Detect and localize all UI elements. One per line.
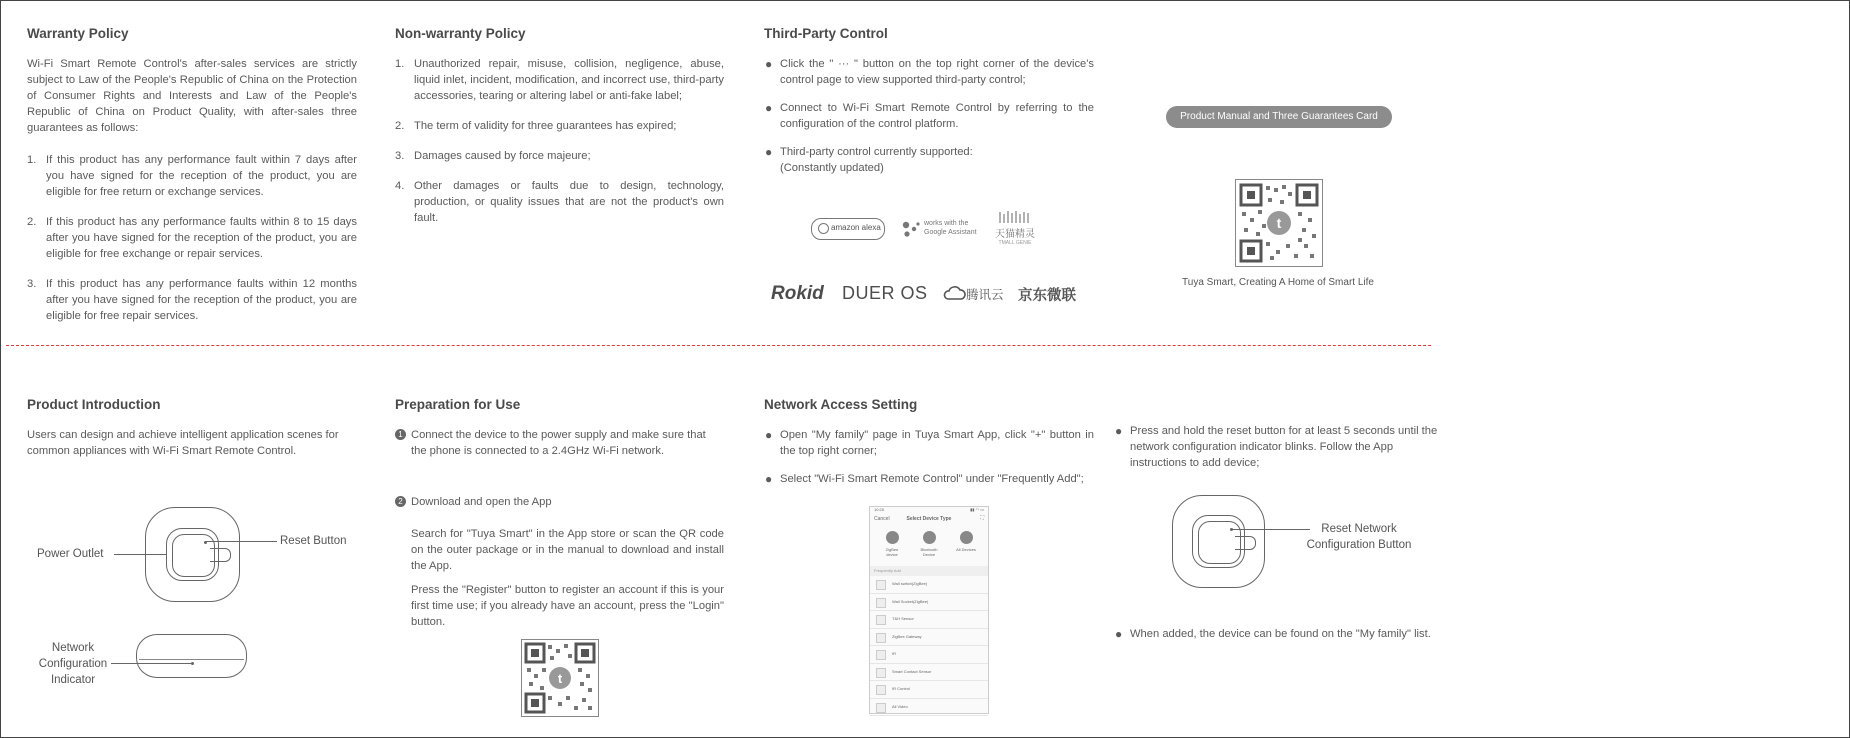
device-row[interactable] xyxy=(870,629,988,647)
item-text: If this product has any performance faults within 8 to 15 days after you have signed for the reception of the product, you are eligible for free exchange or repair services. xyxy=(46,216,357,260)
bluetooth-icon xyxy=(923,531,936,544)
phone-nav-bar xyxy=(870,514,988,524)
reset-button-label: Reset Button xyxy=(280,535,347,547)
device-row[interactable] xyxy=(870,681,988,699)
item-text: Open "My family" page in Tuya Smart App, click "+" button in the top right corner; xyxy=(780,429,1094,457)
alexa-text: amazon alexa xyxy=(831,223,881,232)
device-label: IR xyxy=(892,651,896,656)
network-section xyxy=(764,397,1094,499)
device-icon xyxy=(876,580,886,590)
leader-line-power xyxy=(114,554,166,555)
item-text: Connect to Wi-Fi Smart Remote Control by referring to the configuration of the control platform. xyxy=(780,102,1094,130)
device-label: All Video xyxy=(892,703,908,709)
cloud-icon xyxy=(942,285,966,301)
bullet-icon: ● xyxy=(765,472,773,486)
item-number: 3. xyxy=(395,150,405,162)
item-number: 2. xyxy=(395,120,405,132)
intro-title: Product Introduction xyxy=(27,397,161,412)
step-text: Connect the device to the power supply and make sure that the phone is connected to a 2.4GHz Wi-Fi network. xyxy=(411,429,706,457)
device-seam xyxy=(139,659,244,660)
bullet-icon: ● xyxy=(765,57,773,71)
item-text: Click the " ··· " button on the top right corner of the device's control page to view supported third-party control; xyxy=(780,58,1094,86)
step-number-icon: 2 xyxy=(395,496,406,507)
nonwarranty-section xyxy=(395,26,724,240)
qr-pattern-icon xyxy=(522,640,598,716)
tab-label: All Devices xyxy=(956,547,976,552)
warranty-list xyxy=(27,152,357,324)
item-text: Press and hold the reset button for at least 5 seconds until the network configuration indicator blinks. Follow the App instructions to add device; xyxy=(1130,425,1438,469)
device-icon xyxy=(876,668,886,678)
tmall-bars-icon xyxy=(997,210,1033,224)
bullet-icon: ● xyxy=(1115,424,1123,438)
item-text: Unauthorized repair, misuse, collision, negligence, abuse, liquid inlet, incident, modification, and incorrect use, third-party accessories, tearing or altering label or anti-fake label; xyxy=(414,58,724,102)
tmall-genie-logo xyxy=(994,210,1036,246)
reset-added-list xyxy=(1114,626,1445,642)
item-number: 1. xyxy=(27,154,37,166)
prep-step-1 xyxy=(395,427,724,459)
jd-logo: 京东微联 xyxy=(1018,288,1076,304)
network-title: Network Access Setting xyxy=(764,397,918,412)
list-item xyxy=(395,56,724,104)
all-devices-icon xyxy=(960,531,973,544)
thirdparty-list xyxy=(764,56,1094,176)
item-number: 2. xyxy=(27,216,37,228)
tencent-text: 腾讯云 xyxy=(966,288,1004,302)
phone-category-tabs xyxy=(870,524,988,566)
list-item xyxy=(764,56,1094,88)
indicator-label: Network Configuration Indicator xyxy=(38,642,108,686)
svg-text:t: t xyxy=(557,671,563,686)
prep-step-2 xyxy=(395,494,724,510)
device-label: Wall switch(ZigBee) xyxy=(892,581,928,586)
device-label: T&H Sensor xyxy=(892,616,914,621)
warranty-section xyxy=(27,26,357,338)
item-number: 4. xyxy=(395,180,405,192)
list-item xyxy=(764,427,1094,459)
list-item xyxy=(395,148,724,164)
manual-card-badge: Product Manual and Three Guarantees Card xyxy=(1166,106,1392,128)
google-text: Google Assistant xyxy=(924,229,977,236)
tab-all[interactable] xyxy=(954,531,978,552)
device-label: ZigBee Gateway xyxy=(892,633,922,639)
power-plug-icon xyxy=(210,548,231,562)
step-text: Download and open the App xyxy=(411,496,552,508)
phone-time: 10:25 xyxy=(874,507,885,512)
google-small-text: works with the xyxy=(924,220,969,227)
device-label: Smart Contact Sensor xyxy=(892,668,932,674)
item-text: When added, the device can be found on the "My family" list. xyxy=(1130,628,1431,640)
alexa-ring-icon xyxy=(818,223,829,234)
device-row[interactable] xyxy=(870,646,988,664)
list-item xyxy=(395,118,724,134)
thirdparty-section xyxy=(764,26,1094,188)
signal-battery-icon: ▮▮ ◠ ▭ xyxy=(970,507,984,512)
bullet-icon: ● xyxy=(765,101,773,115)
bullet-icon: ● xyxy=(1115,627,1123,641)
phone-cancel-button[interactable]: Cancel xyxy=(874,516,890,522)
item-text: Third-party control currently supported: (Constantly updated) xyxy=(780,146,973,174)
leader-line-reset xyxy=(206,541,277,542)
network-list xyxy=(764,427,1094,487)
list-item xyxy=(1114,626,1445,642)
leader-line-indicator xyxy=(111,663,191,664)
reset-network-label: Reset Network Configuration Button xyxy=(1306,523,1412,551)
item-text: Damages caused by force majeure; xyxy=(414,150,591,162)
phone-section-header: Frequently Add xyxy=(870,566,988,576)
prep-search-text: Search for "Tuya Smart" in the App store or scan the QR code on the outer package or in the manual to download and install the App. xyxy=(411,528,724,572)
qr-pattern-icon xyxy=(1236,180,1322,266)
zigbee-icon xyxy=(886,531,899,544)
warranty-intro: Wi-Fi Smart Remote Control's after-sales services are strictly subject to Law of the People's Republic of China on the Protection of Consumer Rights and Interests and Law of the People's Republic of China on Product Quality, with after-sales three guarantees as follows: xyxy=(27,58,357,134)
tmall-sub-text: TMALL GENIE xyxy=(998,240,1032,246)
phone-status-bar xyxy=(870,507,988,514)
item-text: If this product has any performance fault within 7 days after you have signed for the reception of the product, you are eligible for free return or exchange services. xyxy=(46,154,357,198)
qr-code-app[interactable] xyxy=(1235,179,1323,267)
device-icon xyxy=(876,633,886,643)
svg-text:t: t xyxy=(1276,215,1282,231)
reset-added-section xyxy=(1114,626,1445,654)
list-item xyxy=(27,152,357,200)
warranty-title: Warranty Policy xyxy=(27,26,129,41)
list-item xyxy=(27,276,357,324)
device-label: Wall Socket(ZigBee) xyxy=(892,598,929,604)
power-outlet-label: Power Outlet xyxy=(37,548,104,560)
list-item xyxy=(395,178,724,226)
phone-title: Select Device Type xyxy=(906,516,952,522)
google-dots-icon xyxy=(902,220,922,238)
item-number: 1. xyxy=(395,58,405,70)
thirdparty-title: Third-Party Control xyxy=(764,26,888,41)
device-reset-illustration xyxy=(1172,495,1265,588)
dueros-logo: DUER OS xyxy=(842,283,928,303)
device-icon xyxy=(876,685,886,695)
tab-bluetooth[interactable] xyxy=(917,531,941,557)
power-plug-icon xyxy=(1235,536,1256,550)
device-icon xyxy=(876,703,886,713)
item-text: If this product has any performance faults within 12 months after you have signed for the reception of the product, you are eligible for free repair services. xyxy=(46,278,357,322)
intro-text: Users can design and achieve intelligent application scenes for common appliances with Wi-Fi Smart Remote Control. xyxy=(27,429,339,457)
list-item xyxy=(764,144,1094,176)
bullet-icon: ● xyxy=(765,145,773,159)
nonwarranty-list xyxy=(395,56,724,226)
tab-zigbee[interactable] xyxy=(880,531,904,557)
bullet-icon: ● xyxy=(765,428,773,442)
rokid-logo: Rokid xyxy=(771,283,824,304)
phone-screenshot xyxy=(869,506,989,714)
device-label: IR Control xyxy=(892,686,911,691)
item-text: The term of validity for three guarantees has expired; xyxy=(414,120,677,132)
device-row[interactable] xyxy=(870,594,988,612)
device-row[interactable] xyxy=(870,611,988,629)
item-number: 3. xyxy=(27,278,37,290)
prep-register-text: Press the "Register" button to register an account if this is your first time use; if you already have an account, press the "Login" button. xyxy=(411,584,724,628)
expand-icon[interactable]: ⛶ xyxy=(980,515,984,521)
item-text: Other damages or faults due to design, technology, production, or quality issues that are not the product's own fault. xyxy=(414,180,724,224)
device-icon xyxy=(876,615,886,625)
item-text: Select "Wi-Fi Smart Remote Control" under "Frequently Add"; xyxy=(780,473,1084,485)
qr-code-download[interactable] xyxy=(521,639,599,717)
dashed-divider xyxy=(6,345,1431,346)
tmall-text: 天猫精灵 xyxy=(995,229,1035,240)
device-row[interactable] xyxy=(870,699,988,717)
nonwarranty-title: Non-warranty Policy xyxy=(395,26,526,41)
list-item xyxy=(764,100,1094,132)
alexa-logo xyxy=(811,218,885,240)
step-number-icon: 1 xyxy=(395,429,406,440)
indicator-led-icon xyxy=(191,662,194,665)
tab-label: Bluetooth Device xyxy=(920,547,938,557)
reset-section xyxy=(1114,423,1445,483)
reset-list xyxy=(1114,423,1445,471)
prep-title: Preparation for Use xyxy=(395,397,521,412)
list-item xyxy=(764,471,1094,487)
device-icon xyxy=(876,598,886,608)
list-item xyxy=(1114,423,1445,471)
tab-label: ZigBee device xyxy=(885,547,899,557)
device-row[interactable] xyxy=(870,664,988,682)
device-side-illustration xyxy=(136,634,247,678)
prep-section xyxy=(395,397,724,630)
tuya-tagline: Tuya Smart, Creating A Home of Smart Life xyxy=(1182,277,1374,288)
intro-section xyxy=(27,397,357,459)
device-icon xyxy=(876,650,886,660)
device-row[interactable] xyxy=(870,576,988,594)
list-item xyxy=(27,214,357,262)
